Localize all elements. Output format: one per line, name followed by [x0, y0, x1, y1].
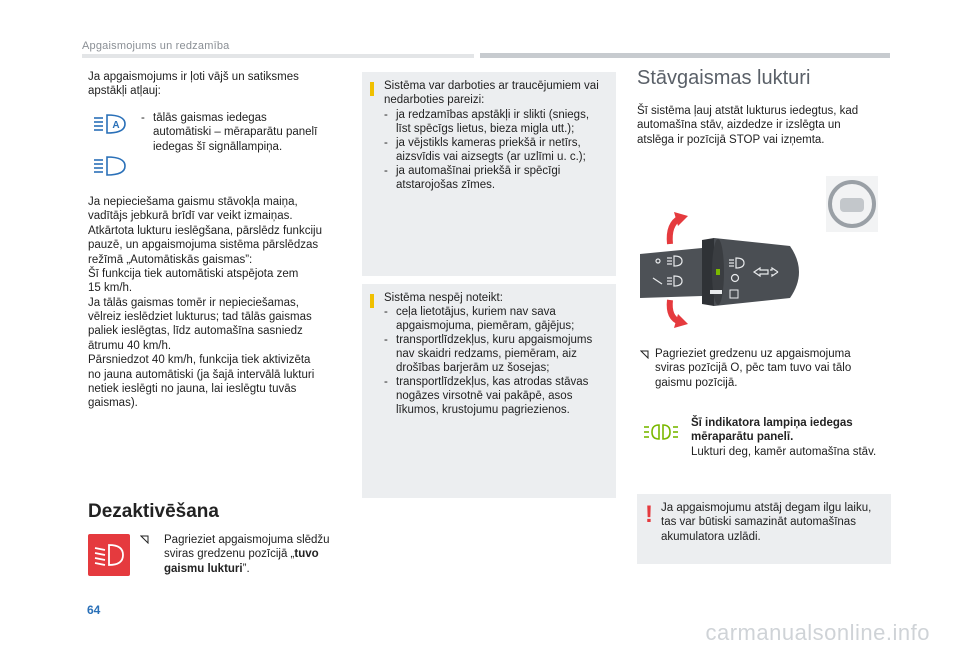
auto-item: [141, 111, 341, 154]
item-dash: -: [141, 112, 145, 124]
dipped-beam-icon: [88, 534, 130, 576]
info-marker: [370, 82, 374, 96]
list-item: [384, 333, 614, 375]
deactivation-text-a: Pagrieziet apgaismojuma slēdžu sviras gredzenu pozīcijā „: [164, 534, 330, 561]
auto-item-text: tālās gaismas iedegas automātiski – mēraparātu panelī iedegas šī signāllampiņa.: [153, 112, 318, 153]
box2-intro: Sistēma nespēj noteikt:: [384, 292, 503, 304]
section-header: Apgaismojums un redzamība: [82, 40, 230, 52]
list-item: [384, 164, 614, 192]
item-dash: -: [384, 306, 388, 318]
list-item-text: transportlīdzekļus, kuru apgaismojums nav skaidri redzams, piemēram, aiz drošības barjerām uz šosejas;: [396, 334, 593, 375]
item-dash: -: [384, 109, 388, 121]
info-marker: [370, 294, 374, 308]
list-item-text: ja automašīnai priekšā ir spēcīgi atstarojošas zīmes.: [396, 165, 561, 192]
warning-box: [637, 494, 891, 564]
list-item: [384, 136, 614, 164]
list-item-text: transportlīdzekļus, kas atrodas stāvas nogāzes virsotnē vai pakāpē, asos līkumos, krustojumu pagriezienos.: [396, 376, 589, 417]
parking-lights-intro: Šī sistēma ļauj atstāt lukturus iedegtus, kad automašīna stāv, aizdedze ir izslēgta un atslēga ir pozīcijā STOP vai izņemta.: [637, 105, 859, 146]
watermark: carmanualsonline.info: [705, 620, 930, 645]
indicator-bold-text: Šī indikatora lampiņa iedegas mēraparātu panelī.: [691, 417, 853, 444]
list-item: [384, 305, 614, 333]
item-dash: -: [384, 165, 388, 178]
item-dash: -: [384, 334, 388, 347]
steering-wheel-icon: [826, 176, 878, 232]
list-item: [384, 375, 614, 417]
deactivation-text-bold: tuvo gaismu lukturi: [164, 548, 319, 575]
warning-text: Ja apgaismojumu atstāj degam ilgu laiku, tas var būtiski samazināt automašīnas akumulatora uzlādi.: [661, 502, 872, 543]
svg-text:A: A: [112, 120, 120, 131]
instruction-arrow-icon: [140, 535, 149, 548]
header-divider-left: [82, 54, 474, 58]
body-text: Ja nepieciešama gaismu stāvokļa maiņa, vadītājs jebkurā brīdī var veikt izmaiņas. Atkārtota lukturu ieslēgšana, pārslēdz funkciju pauzē, un apgaismojuma sistēma pārslēdzas režīmā „Automātiskās gaismas”: Šī funkcija tiek automātiski atspējota zem 15 km/h. Ja tālās gaismas tomēr ir nepieciešamas, vēlreiz ieslēdziet lukturus; tad tālās gaismas paliek ieslēgtas, līdz automašīna sasniedz ātrumu 40 km/h. Pārsniedzot 40 km/h, funkcija tiek aktivizēta no jauna automātiski (ja šajā intervālā lukturi netiek ieslēgti no jauna, lai ieslēgtu tuvās gaismas).: [88, 196, 322, 410]
info-box-malfunction: [362, 72, 616, 276]
warning-exclamation-icon: !: [645, 501, 653, 528]
page-number: 64: [87, 603, 101, 617]
box1-list: [384, 108, 614, 192]
list-item-text: ceļa lietotājus, kuriem nav sava apgaismojuma, piemēram, gājējus;: [396, 306, 575, 333]
list-item-text: ja vējstikls kameras priekšā ir netīrs, aizsvīdis vai aizsegts (ar uzlīmi u. c.);: [396, 137, 586, 164]
intro-text: Ja apgaismojums ir ļoti vājš un satiksmes apstākļi atļauj:: [88, 71, 299, 98]
deactivation-text-c: ”.: [242, 562, 250, 575]
parking-lights-title: Stāvgaismas lukturi: [637, 67, 811, 89]
box1-intro: Sistēma var darboties ar traucējumiem vai nedarboties pareizi:: [384, 80, 599, 107]
deactivation-title: Dezaktivēšana: [88, 501, 219, 522]
deactivation-instruction: [164, 533, 344, 576]
info-box-detection: [362, 284, 616, 498]
item-dash: -: [384, 376, 388, 389]
header-divider-right: [480, 53, 890, 58]
list-item-text: ja redzamības apstākļi ir slikti (sniegs, līst spēcīgs lietus, bieza migla utt.);: [396, 109, 590, 136]
high-beam-icon: [92, 155, 128, 177]
auto-high-beam-icon: [92, 113, 128, 135]
list-item: [384, 108, 614, 136]
light-stalk-illustration: [640, 172, 890, 340]
parking-instruction: Pagrieziet gredzenu uz apgaismojuma sviras pozīcijā O, pēc tam tuvo vai tālo gaismu pozīcijā.: [655, 348, 852, 389]
item-dash: -: [384, 137, 388, 150]
parking-lights-icon: [643, 422, 683, 442]
box2-list: [384, 305, 614, 417]
instruction-arrow-icon: [640, 350, 649, 363]
indicator-text: Lukturi deg, kamēr automašīna stāv.: [691, 446, 877, 458]
